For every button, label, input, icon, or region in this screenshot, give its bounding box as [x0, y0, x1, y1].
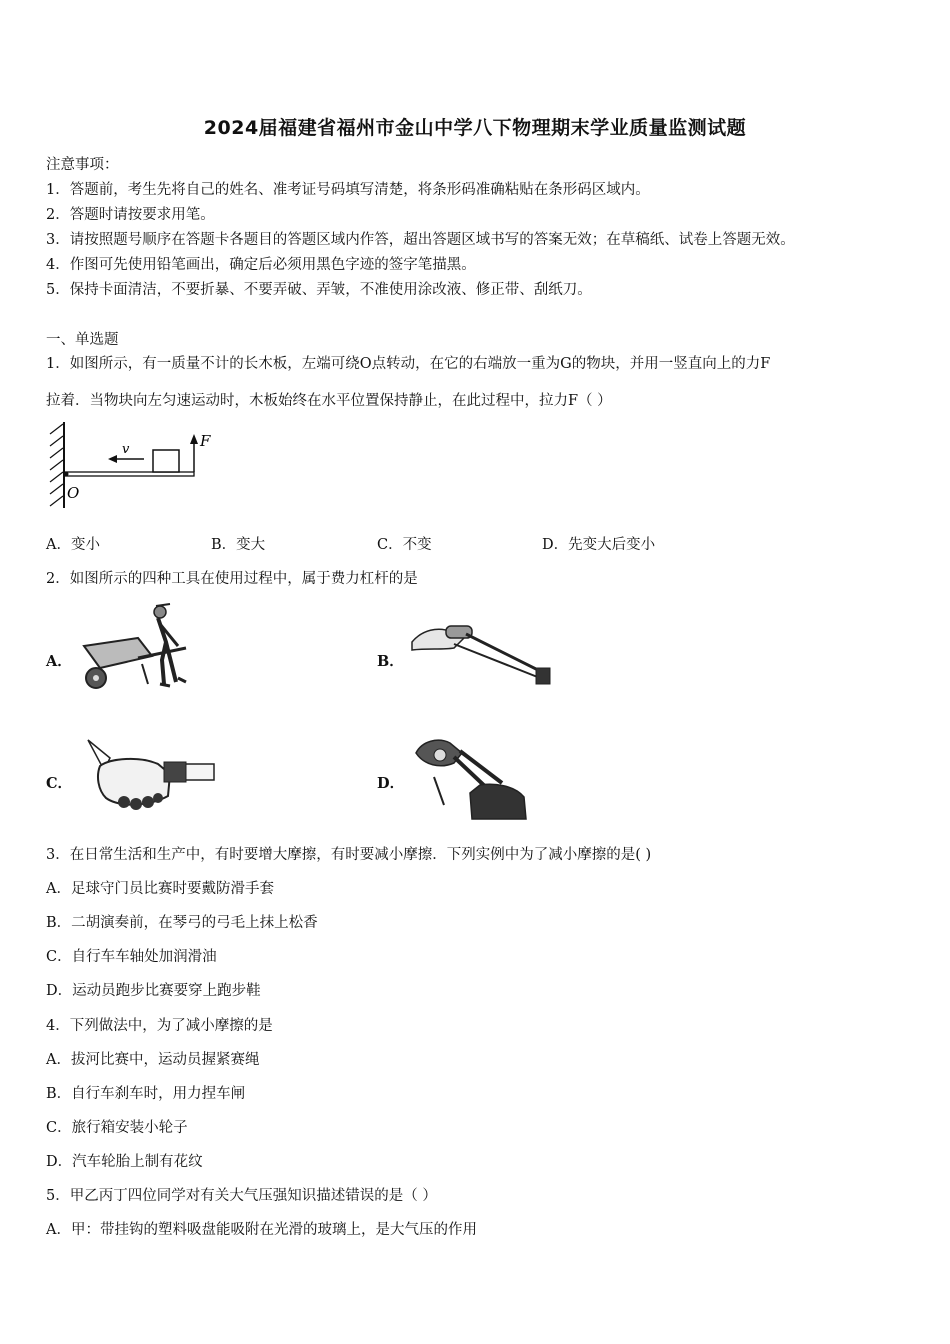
q1-option-a[interactable]: A．变小	[46, 537, 100, 553]
force-label: F	[200, 432, 211, 450]
q4-option-c[interactable]: C．旅行箱安装小轮子	[46, 1120, 188, 1136]
page-title: 2024届福建省福州市金山中学八下物理期末学业质量监测试题	[203, 117, 747, 139]
notice-item-4: 4．作图可先使用铅笔画出，确定后必须用黑色字迹的签字笔描黑。	[46, 257, 476, 273]
q5-stem: 5．甲乙丙丁四位同学对有关大气压强知识描述错误的是（ ）	[46, 1188, 437, 1204]
long-handle-tool-image	[408, 612, 558, 692]
notice-item-2: 2．答题时请按要求用笔。	[46, 207, 215, 223]
q2-label-b[interactable]: B．	[377, 653, 404, 670]
q1-stem-line1: 1．如图所示，有一质量不计的长木板，左端可绕O点转动，在它的右端放一重为G的物块，并用一竖直向上的力F	[46, 356, 771, 372]
q1-stem-line2: 拉着．当物块向左匀速运动时，木板始终在水平位置保持静止，在此过程中，拉力F（ ）	[46, 393, 612, 409]
hand-tool-image	[80, 736, 220, 826]
velocity-label: v	[122, 442, 130, 457]
q3-stem: 3．在日常生活和生产中，有时要增大摩擦，有时要减小摩擦．下列实例中为了减小摩擦的是( )	[46, 847, 652, 863]
q1-option-d[interactable]: D．先变大后变小	[542, 537, 656, 553]
notice-item-5: 5．保持卡面清洁，不要折暴、不要弄破、弄皱，不准使用涂改液、修正带、刮纸刀。	[46, 282, 592, 298]
q1-option-c[interactable]: C．不变	[377, 537, 432, 553]
q3-option-c[interactable]: C．自行车车轴处加润滑油	[46, 949, 217, 965]
pivot-label: O	[67, 484, 80, 502]
wheelbarrow-image	[78, 598, 208, 690]
q4-stem: 4．下列做法中，为了减小摩擦的是	[46, 1018, 273, 1034]
q4-option-b[interactable]: B．自行车刹车时，用力捏车闸	[46, 1086, 246, 1102]
q1-option-b[interactable]: B．变大	[211, 537, 266, 553]
section-heading: 一、单选题	[46, 332, 119, 348]
notice-item-3: 3．请按照题号顺序在答题卡各题目的答题区域内作答，超出答题区域书写的答案无效；在草稿纸、试卷上答题无效。	[46, 232, 795, 248]
pliers-image	[410, 735, 530, 821]
q2-stem: 2．如图所示的四种工具在使用过程中，属于费力杠杆的是	[46, 571, 418, 587]
q1-lever-figure	[44, 420, 224, 510]
q4-option-d[interactable]: D．汽车轮胎上制有花纹	[46, 1154, 203, 1170]
q5-option-a[interactable]: A．甲：带挂钩的塑料吸盘能吸附在光滑的玻璃上，是大气压的作用	[46, 1222, 477, 1238]
q3-option-a[interactable]: A．足球守门员比赛时要戴防滑手套	[46, 881, 274, 897]
q3-option-d[interactable]: D．运动员跑步比赛要穿上跑步鞋	[46, 983, 261, 999]
notice-item-1: 1．答题前，考生先将自己的姓名、准考证号码填写清楚，将条形码准确粘贴在条形码区域内。	[46, 182, 650, 198]
q2-label-d[interactable]: D．	[377, 775, 405, 792]
notice-heading: 注意事项：	[46, 157, 119, 173]
q2-label-a[interactable]: A．	[46, 653, 72, 670]
q4-option-a[interactable]: A．拔河比赛中，运动员握紧赛绳	[46, 1052, 260, 1068]
q3-option-b[interactable]: B．二胡演奏前，在琴弓的弓毛上抹上松香	[46, 915, 318, 931]
q2-label-c[interactable]: C．	[46, 775, 73, 792]
